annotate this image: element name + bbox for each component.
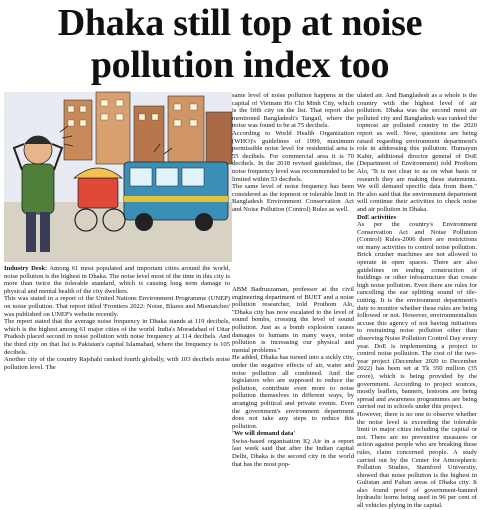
lead-paragraph: Industry Desk: Among 61 most populated and important cities around the world, noise pollution is the highest in Dhaka. The noise level most of the time in this city is more than twice the tolerable standard, which is causing long term damage to physical and mental health of the city dwellers. — [4, 265, 230, 295]
article-headline — [0, 2, 480, 86]
article-column-1 — [4, 265, 230, 445]
paragraph: He added, Dhaka has turned into a sickly city, under the negative effects of air, water and noise pollution all combined. And the legislators who are supposed to reduce the pollution, contribute even more to noise pollution themselves in different ways, by arranging political and private events. Even the government's environment department does not take any steps to reduce this pollution. — [232, 354, 354, 430]
paragraph: same level of noise pollution happens in the capital of Vietnam Ho Chi Minh City, which is the fifth city on the list. That report also mentioned Bangladesh's Tangail, where the noise was found to be at 75 decibels. — [232, 92, 354, 130]
paragraph: The report stated that the average noise frequency in Dhaka stands at 119 decibels, which is the highest among 61 major cities of the world. India's Moradabad of Uttar Pradesh placed second in noise pollution with noise frequency at 114 decibels. And the third city on that list is Pakistan's capital Islamabad, where the frequency is 105 decibels. — [4, 318, 230, 356]
article-column-2-bottom — [232, 286, 354, 468]
paragraph: Another city of the country Rajshahi ranked fourth globally, with 103 decibels noise pollution level. The — [4, 356, 230, 371]
article-column-2-top — [232, 92, 354, 284]
headline-line-2: pollution index too — [90, 44, 390, 86]
paragraph: According to World Health Organization (WHO)'s guidelines of 1999, maximum permissible noise level for residential area is 55 decibels. For commercial area it is 70 decibels. In the 2018 revised guidelines, the noise frequency level was recommended to be limited within 53 decibels. — [232, 129, 354, 183]
headline-line-1: Dhaka still top at noise — [57, 2, 423, 44]
paragraph: ulated air. And Bangladesh as a whole is the country with the highest level of air pollution. Dhaka was the second most air polluted city and Bangladesh was ranked the topmost air polluted country in the 2020 report as well. Now, questions are being raised regarding environment department's role in addressing this pollution. Humayun Kabir, additional director general of DoE (Department of Environment) told Prothom Alo, "It is not clear to us on what basis or research they are making these statements. We will demand specific data from them." He also said that the environment department will continue their activities to check noise and air pollution in Dhaka. — [357, 92, 477, 213]
paragraph: As per the country's Environment Conservation Act and Noise Pollution (Control) Rules-2006 there are restrictions on many activities to control noise pollution. Brick crusher machines are not allowed to operate in open spaces. There are also guidelines on ending construction of buildings or other infrastructure that create high noise pollution. Even there are rules for cancelling the ear splitting sound of tile-cutting. It is the environment department's duty to monitor whether these rules are being followed or not. However, environmentalists accuse this agency of not having initiatives to restraining noise pollution other than observing Noise Pollution Control Day every year. DoE is implementing a project to control noise pollution. The cost of the two-year project (December 2020 to December 2022) has been set at Tk 350 million (35 crore), which is being provided by the government. According to project sources, mostly leaflets, banners, festoons are being spread and awareness programmes are being carried out in schools under this project. — [357, 221, 477, 411]
paragraph: Swiss-based organisation IQ Air in a report last week said that after the Indian capital Delhi, Dhaka is the second city in the world that has the most pop- — [232, 437, 354, 468]
dateline: Industry Desk: — [4, 265, 48, 272]
street-traffic-illustration — [4, 92, 232, 262]
paragraph: This was stated in a report of the United Nations Environment Programme (UNEP) on noise pollution. That report titled 'Frontiers 2022: Noise, Blazes and Mismatches' was published on UNEP's website recently. — [4, 295, 230, 318]
paragraph: ABM Badruzzaman, professor at the civil engineering department of BUET and a noise pollution researcher, told Prothom Alo, "Dhaka city has now escalated to the level of sound bombs, crossing the level of sound pollution. Just as a bomb explosion causes damages to humans in many ways, noise pollution is increasing our physical and mental problems." — [232, 286, 354, 354]
subheading: DoE activities — [357, 213, 397, 221]
paragraph: However, there is no one to observe whether the noise level is exceeding the tolerable limit in major cities including the capital or not. There are no preventive measures or action against people who are breaking these rules, claim concerned people. A study carried out by the Center for Atmospheric Pollution Studies, Stamford University, showed that noise pollution is the highest in Gulistan and Paltan areas of Dhaka city. It also found proof of government-banned hydraulic horns being used in 96 per cent of all vehicles plying in the capital. — [357, 410, 477, 510]
subheading: 'We will demand data' — [232, 430, 296, 438]
paragraph: The same level of noise frequency has been considered as the topmost or tolerable limit in Bangladesh Environment Conservation Act and Noise Pollution (Control) Rules as well. — [232, 183, 354, 213]
article-column-3 — [357, 92, 477, 510]
